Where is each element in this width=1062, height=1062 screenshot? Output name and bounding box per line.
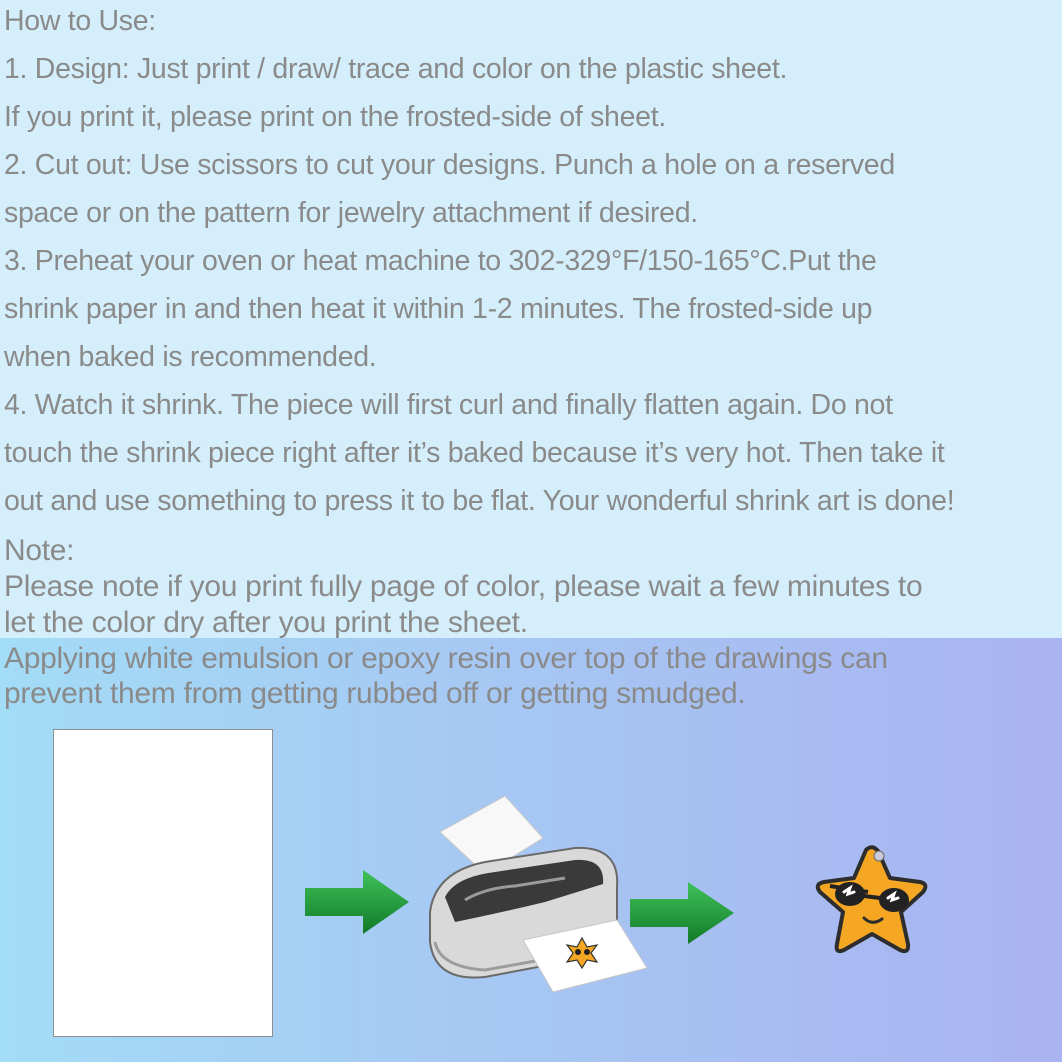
instruction-line: shrink paper in and then heat it within 1-2 minutes. The frosted-side up <box>4 293 873 325</box>
instruction-line: 4. Watch it shrink. The piece will first curl and finally flatten again. Do not <box>4 389 893 421</box>
note-heading: Note: <box>4 534 75 567</box>
instruction-line: 1. Design: Just print / draw/ trace and color on the plastic sheet. <box>4 53 788 85</box>
instruction-line: touch the shrink piece right after it’s baked because it’s very hot. Then take it <box>4 437 945 469</box>
instruction-line: 2. Cut out: Use scissors to cut your designs. Punch a hole on a reserved <box>4 149 895 181</box>
instruction-line: when baked is recommended. <box>4 341 377 373</box>
instruction-line: If you print it, please print on the frosted-side of sheet. <box>4 101 666 133</box>
instruction-line: space or on the pattern for jewelry attachment if desired. <box>4 197 698 229</box>
how-to-use-heading: How to Use: <box>4 5 156 37</box>
star-charm-icon <box>808 842 936 970</box>
note-line: Please note if you print fully page of color, please wait a few minutes to <box>4 570 923 603</box>
note-line: Applying white emulsion or epoxy resin over top of the drawings can <box>4 642 888 675</box>
instruction-line: 3. Preheat your oven or heat machine to 302-329°F/150-165°C.Put the <box>4 245 877 277</box>
instruction-line: out and use something to press it to be flat. Your wonderful shrink art is done! <box>4 485 955 517</box>
note-line: let the color dry after you print the sheet. <box>4 606 528 639</box>
printer-icon <box>425 792 650 997</box>
arrow-right-icon <box>630 882 734 944</box>
note-line: prevent them from getting rubbed off or getting smudged. <box>4 677 746 710</box>
blank-sheet <box>53 729 273 1037</box>
arrow-right-icon <box>305 870 409 934</box>
